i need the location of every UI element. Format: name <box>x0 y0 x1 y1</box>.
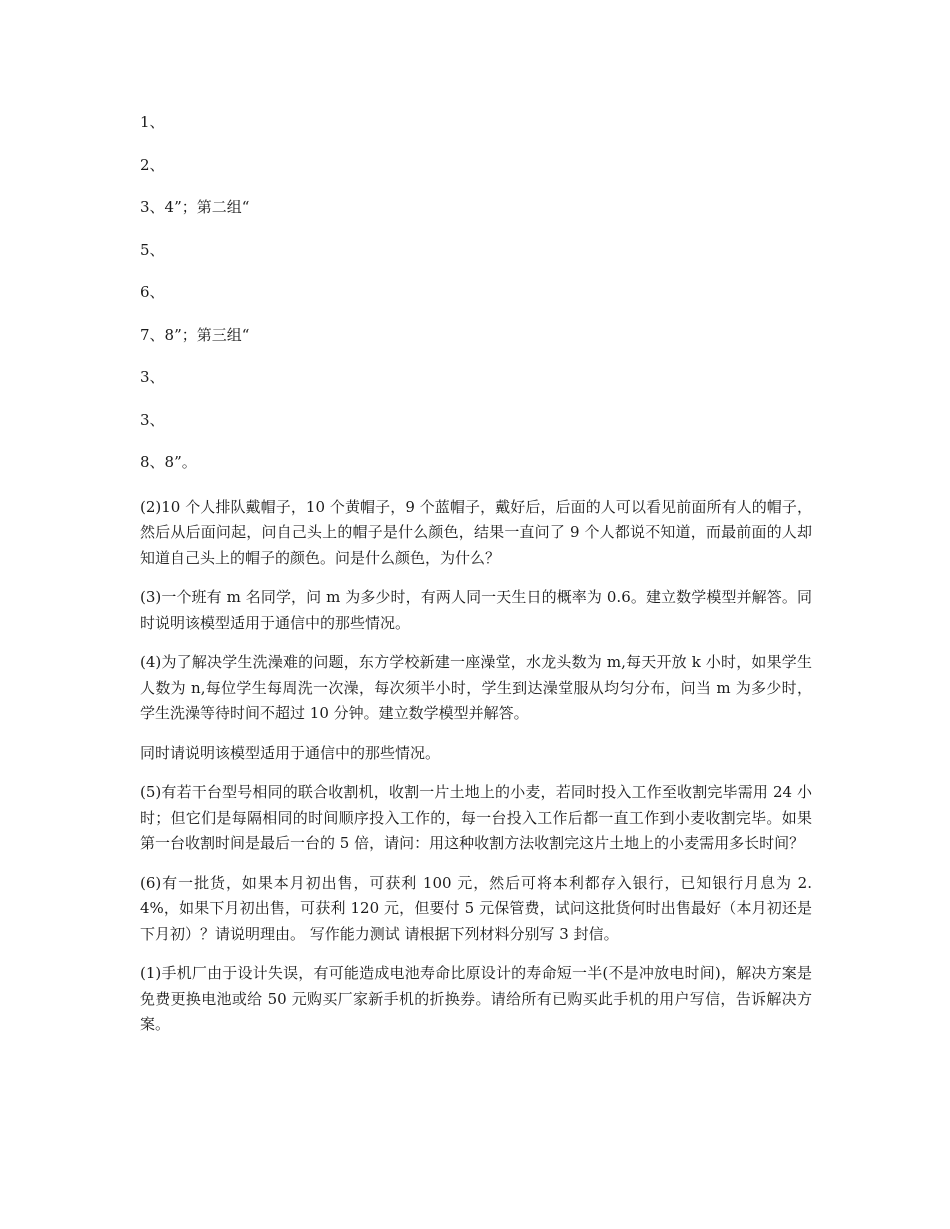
list-line-4: 5、 <box>140 240 165 259</box>
letter-task-1-paragraph: (1)手机厂由于设计失误，有可能造成电池寿命比原设计的寿命短一半(不是冲放电时间)，解决方案是免费更换电池或给 50 元购买厂家新手机的折换券。请给所有已购买此手机的用户写信，告诉解决方案。 <box>140 964 812 1033</box>
list-line-2: 2、 <box>140 155 165 174</box>
list-line-8: 3、 <box>140 410 165 429</box>
list-line-6: 7、8”；第三组“ <box>140 325 250 344</box>
document-body <box>140 112 812 1052</box>
list-line-7: 3、 <box>140 368 165 386</box>
question-6-paragraph: (6)有一批货，如果本月初出售，可获利 100 元，然后可将本利都存入银行，已知银行月息为 2.4%，如果下月初出售，可获利 120 元，但要付 5 元保管费，试问这批货何时出售最好（本月初还是下月初）？请说明理由。 写作能力测试 请根据下列材料分别写 3 封信。 <box>140 873 812 943</box>
question-5-paragraph: (5)有若干台型号相同的联合收割机，收割一片土地上的小麦，若同时投入工作至收割完毕需用 24 小时；但它们是每隔相同的时间顺序投入工作的，每一台投入工作后都一直工作到小麦收割完毕。如果第一台收割时间是最后一台的 5 倍，请问：用这种收割方法收割完这片土地上的小麦需用多长时间？ <box>140 783 812 852</box>
list-line-1: 1、 <box>140 113 165 131</box>
question-4-paragraph: (4)为了解决学生洗澡难的问题，东方学校新建一座澡堂，水龙头数为 m,每天开放 k 小时，如果学生人数为 n,每位学生每周洗一次澡，每次须半小时，学生到达澡堂服从均匀分布，问当 m 为多少时，学生洗澡等待时间不超过 10 分钟。建立数学模型并解答。 <box>140 653 812 722</box>
question-3-paragraph: (3)一个班有 m 名同学，问 m 为多少时，有两人同一天生日的概率为 0.6。建立数学模型并解答。同时说明该模型适用于通信中的那些情况。 <box>140 588 812 632</box>
question-2-paragraph: (2)10 个人排队戴帽子，10 个黄帽子，9 个蓝帽子，戴好后，后面的人可以看见前面所有人的帽子，然后从后面问起，问自己头上的帽子是什么颜色，结果一直问了 9 个人都说不知道，而最前面的人却知道自己头上的帽子的颜色。问是什么颜色，为什么？ <box>140 497 812 567</box>
list-line-9: 8、8”。 <box>140 453 197 471</box>
list-line-5: 6、 <box>140 283 165 301</box>
question-4-note-paragraph: 同时请说明该模型适用于通信中的那些情况。 <box>140 743 441 762</box>
list-line-3: 3、4”；第二组“ <box>140 198 250 216</box>
